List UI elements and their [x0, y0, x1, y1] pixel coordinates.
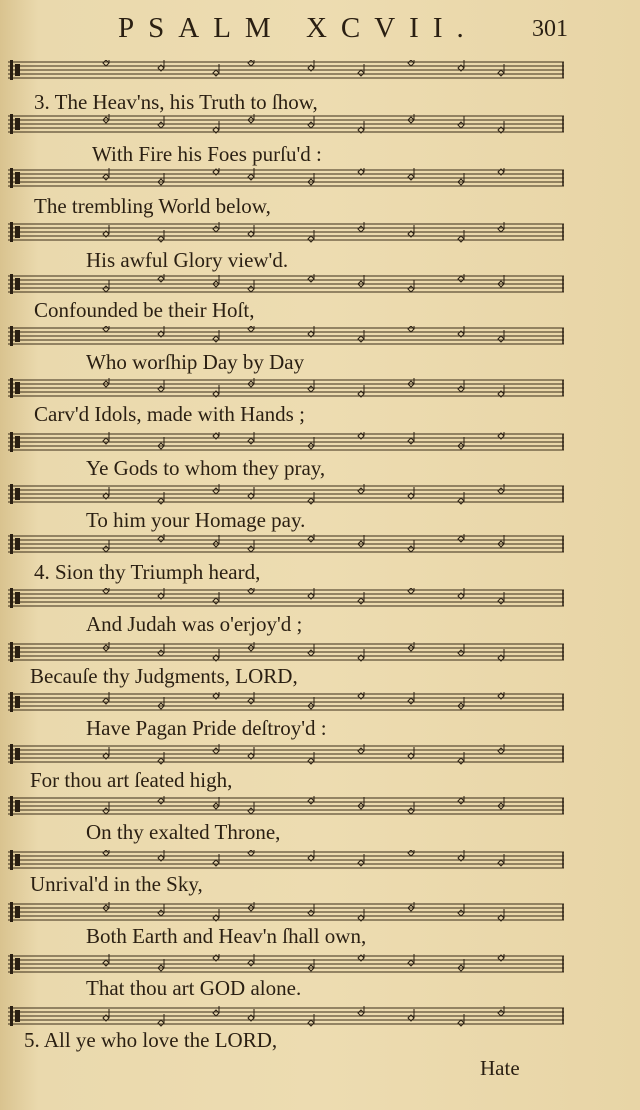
staff-lines — [8, 534, 568, 556]
staff-lines — [8, 796, 568, 818]
lyric-line: Becauſe thy Judgments, LORD, — [30, 664, 298, 688]
music-staff — [8, 60, 568, 82]
music-staff — [8, 850, 568, 872]
staff-lines — [8, 484, 568, 506]
music-staff — [8, 744, 568, 766]
staff-lines — [8, 744, 568, 766]
music-staff — [8, 642, 568, 664]
music-staff — [8, 326, 568, 348]
music-staff — [8, 378, 568, 400]
staff-lines — [8, 432, 568, 454]
music-staff — [8, 432, 568, 454]
lyric-line: Confounded be their Hoſt, — [34, 298, 255, 322]
staff-lines — [8, 1006, 568, 1028]
lyric-line: On thy exalted Throne, — [86, 820, 281, 844]
music-staff — [8, 954, 568, 976]
lyric-line: And Judah was o'erjoy'd ; — [86, 612, 303, 636]
lyric-line: 4. Sion thy Triumph heard, — [34, 560, 261, 584]
lyric-line: The trembling World below, — [34, 194, 271, 218]
lyric-line: His awful Glory view'd. — [86, 248, 289, 272]
staff-lines — [8, 902, 568, 924]
staff-lines — [8, 222, 568, 244]
staff-lines — [8, 954, 568, 976]
music-staff — [8, 796, 568, 818]
staff-lines — [8, 378, 568, 400]
music-staff — [8, 222, 568, 244]
staff-lines — [8, 588, 568, 610]
lyric-line: Carv'd Idols, made with Hands ; — [34, 402, 305, 426]
music-staff — [8, 534, 568, 556]
staff-lines — [8, 326, 568, 348]
staff-lines — [8, 850, 568, 872]
lyric-line: Both Earth and Heav'n ſhall own, — [86, 924, 367, 948]
staff-lines — [8, 114, 568, 136]
staff-lines — [8, 274, 568, 296]
music-staff — [8, 274, 568, 296]
lyric-line: Unrival'd in the Sky, — [30, 872, 203, 896]
lyric-line: Have Pagan Pride deſtroy'd : — [86, 716, 327, 740]
lyric-line: Ye Gods to whom they pray, — [86, 456, 326, 480]
music-staff — [8, 484, 568, 506]
catchword: Hate — [480, 1056, 520, 1080]
lyric-line: That thou art GOD alone. — [86, 976, 302, 1000]
lyric-line: For thou art ſeated high, — [30, 768, 233, 792]
page-number: 301 — [532, 16, 568, 42]
lyric-line: To him your Homage pay. — [86, 508, 306, 532]
music-staff — [8, 692, 568, 714]
lyric-line: Who worſhip Day by Day — [86, 350, 305, 374]
lyric-line: With Fire his Foes purſu'd : — [92, 142, 322, 166]
staff-lines — [8, 168, 568, 190]
music-staff — [8, 168, 568, 190]
music-staff — [8, 1006, 568, 1028]
music-staff — [8, 902, 568, 924]
staff-lines — [8, 60, 568, 82]
staff-lines — [8, 692, 568, 714]
lyric-line: 3. The Heav'ns, his Truth to ſhow, — [34, 90, 318, 114]
running-title: PSALM XCVII. — [118, 12, 478, 44]
music-staff — [8, 588, 568, 610]
staff-lines — [8, 642, 568, 664]
music-staff — [8, 114, 568, 136]
lyric-line: 5. All ye who love the LORD, — [24, 1028, 278, 1052]
